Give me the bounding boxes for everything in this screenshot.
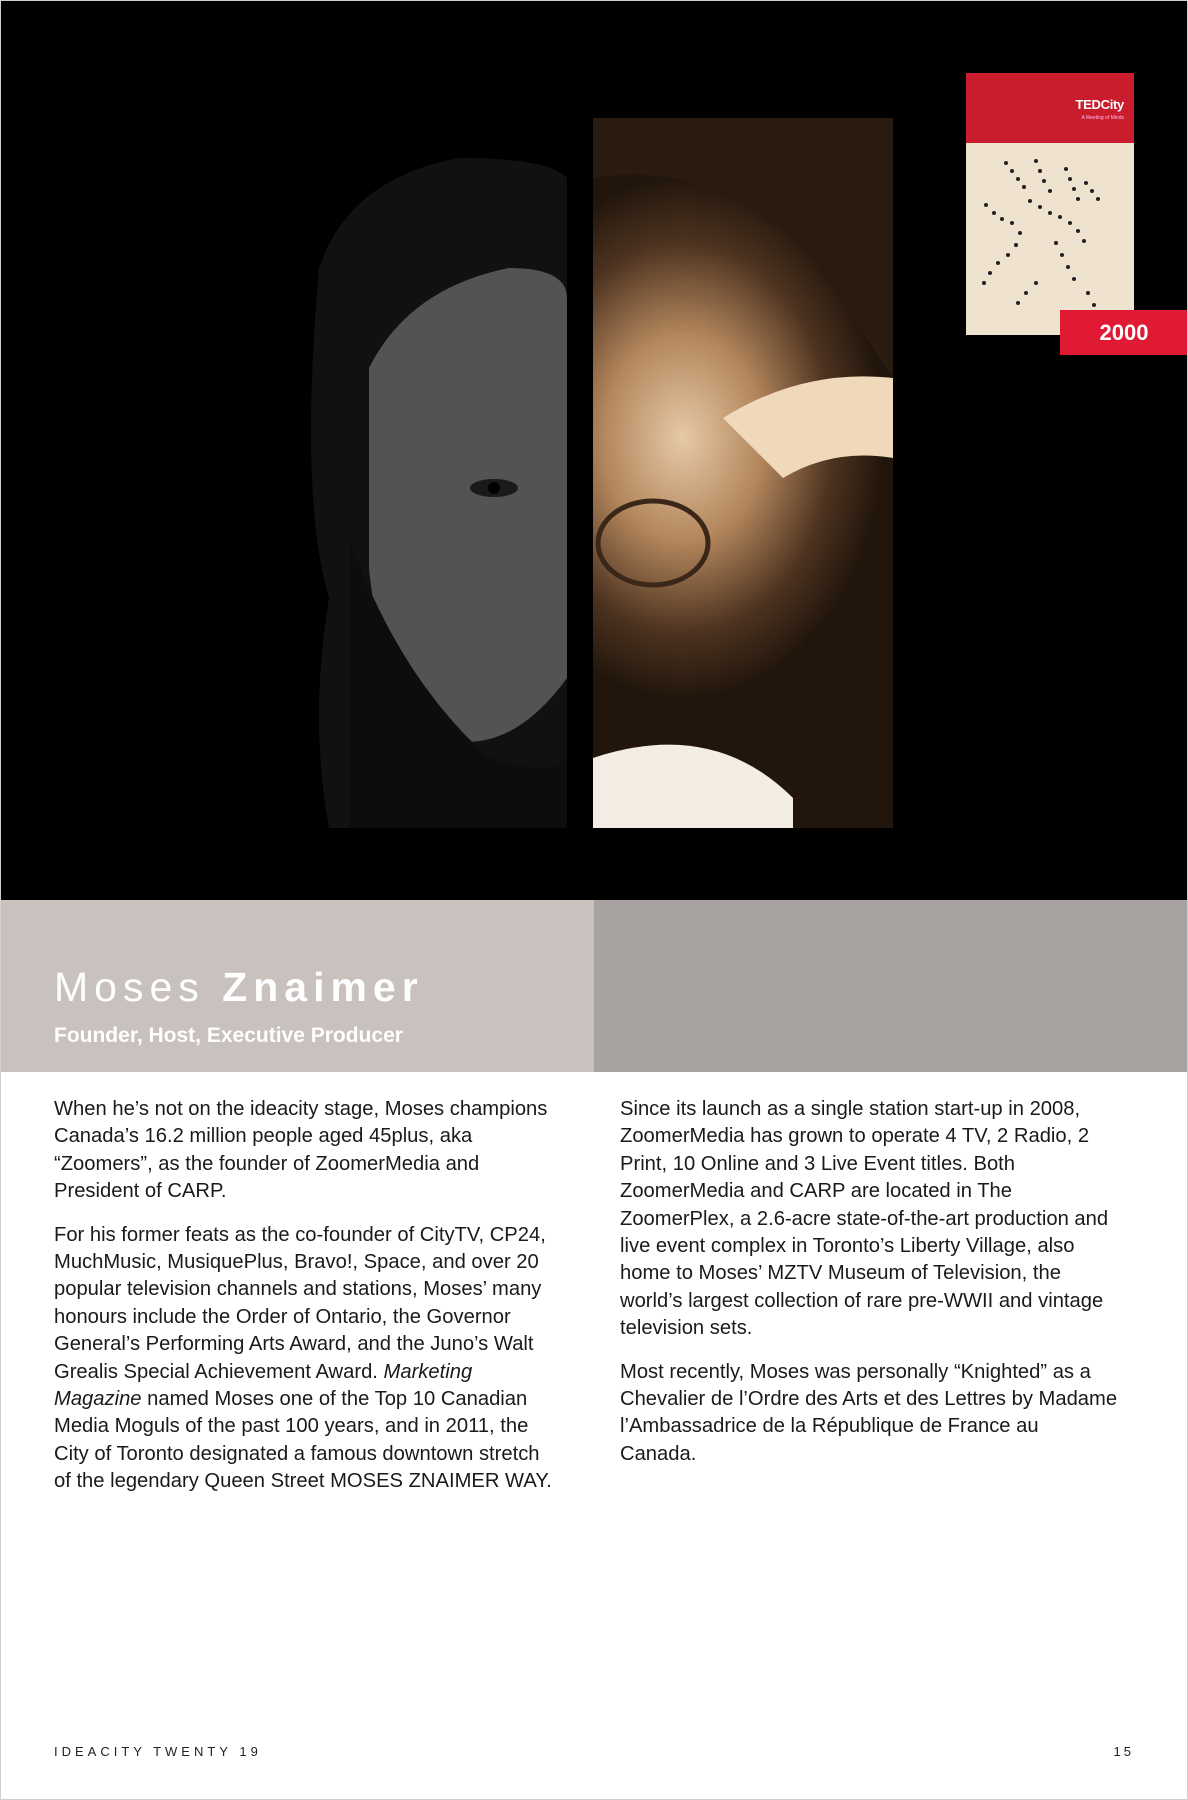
tedcity-cover-thumbnail [966, 73, 1134, 335]
portrait-sepia-photo [593, 118, 893, 828]
dotted-moose-illustration [966, 143, 1134, 335]
year-badge: 2000 [1060, 310, 1188, 355]
name-banner-accent [594, 900, 1188, 1072]
speaker-name [54, 964, 424, 1011]
publication-name: Marketing Magazine [54, 1360, 473, 1411]
footer-publication: IDEACITY TWENTY 19 [54, 1744, 262, 1759]
paragraph-4: Most recently, Moses was personally “Knighted” as a Chevalier de l’Ordre des Arts et des Lettres by Madame l’Ambassadrice de la République de France au Canada. [620, 1360, 1118, 1465]
first-name: Moses [54, 964, 205, 1010]
body-column-right [620, 1096, 1120, 1484]
paragraph-2-part-b: named Moses one of the Top 10 Canadian Media Moguls of the past 100 years, and in 2011, the City of Toronto designated a famous downtown stretch of the legendary Queen Street MOSES ZNAIMER WAY. [54, 1388, 552, 1493]
paragraph-2-part-a: For his former feats as the co-founder of CityTV, CP24, MuchMusic, MusiquePlus, Bravo!, Space, and over 20 popular television channels and stations, Moses’ many honours include the Order of Ontario, the Governor General’s Performing Arts Award, and the Juno’s Walt Grealis Special Achievement Award. [54, 1223, 546, 1383]
cover-tagline: A Meeting of Minds [1081, 115, 1124, 121]
page-number: 15 [1113, 1744, 1134, 1759]
paragraph-2 [54, 1222, 554, 1496]
paragraph-3: Since its launch as a single station start-up in 2008, ZoomerMedia has grown to operate 4 TV, 2 Radio, 2 Print, 10 Online and 3 Live Event titles. Both ZoomerMedia and CARP are located in The ZoomerPlex, a 2.6-acre state-of-the-art production and live event complex in Toronto’s Liberty Village, also home to Moses’ MZTV Museum of Television, the world’s largest collection of rare pre-WWII and vintage television sets. [620, 1098, 1109, 1340]
speaker-role: Founder, Host, Executive Producer [54, 1024, 403, 1047]
portrait-bw-photo [289, 118, 567, 828]
body-column-left [54, 1096, 554, 1512]
last-name: Znaimer [222, 964, 424, 1010]
paragraph-1: When he’s not on the ideacity stage, Moses champions Canada’s 16.2 million people aged 45plus, aka “Zoomers”, as the founder of ZoomerMedia and President of CARP. [54, 1098, 548, 1203]
cover-brand: TEDCity [1075, 97, 1124, 112]
